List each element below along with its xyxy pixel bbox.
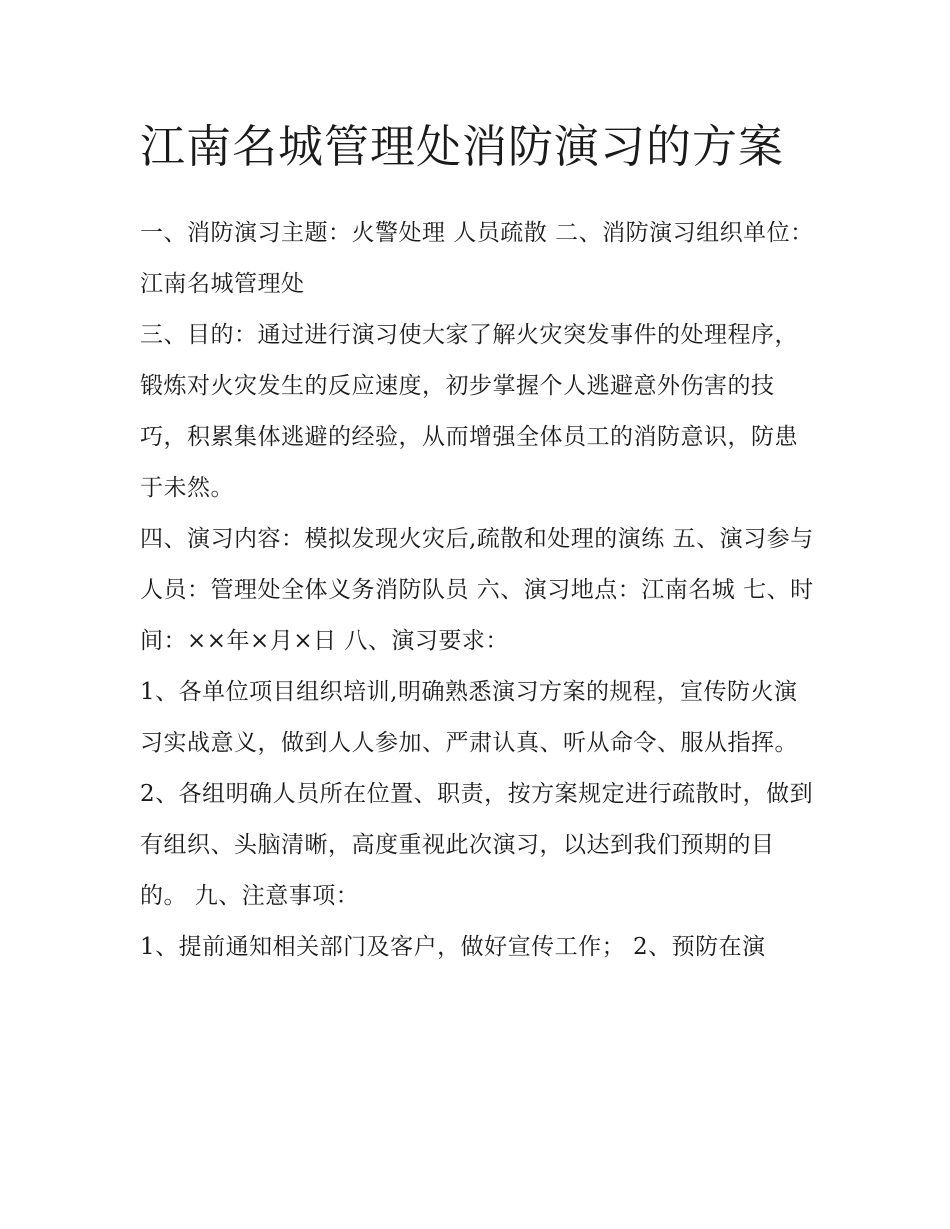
document-title: 江南名城管理处消防演习的方案 [140, 120, 785, 173]
paragraph-content-participants: 四、演习内容：模拟发现火灾后,疏散和处理的演练 五、演习参与人员：管理处全体义务消防队员 六、演习地点：江南名城 七、时间：××年×月×日 八、演习要求： [140, 526, 814, 654]
paragraph-notes-1: 1、提前通知相关部门及客户，做好宣传工作； 2、预防在演 [140, 934, 766, 960]
paragraph-requirement-2: 2、各组明确人员所在位置、职责，按方案规定进行疏散时，做到有组织、头脑清晰，高度重视此次演习，以达到我们预期的目的。 九、注意事项： [140, 781, 814, 909]
paragraph-requirement-1: 1、各单位项目组织培训,明确熟悉演习方案的规程，宣传防火演习实战意义，做到人人参加、严肃认真、听从命令、服从指挥。 [140, 679, 798, 756]
paragraph-purpose: 三、目的：通过进行演习使大家了解火灾突发事件的处理程序，锻炼对火灾发生的反应速度，初步掌握个人逃避意外伤害的技巧，积累集体逃避的经验，从而增强全体员工的消防意识，防患于未然。 [140, 322, 798, 501]
document-body [140, 208, 820, 973]
document-content [140, 112, 820, 973]
paragraph-theme-organizer: 一、消防演习主题：火警处理 人员疏散 二、消防演习组织单位：江南名城管理处 [140, 220, 814, 297]
